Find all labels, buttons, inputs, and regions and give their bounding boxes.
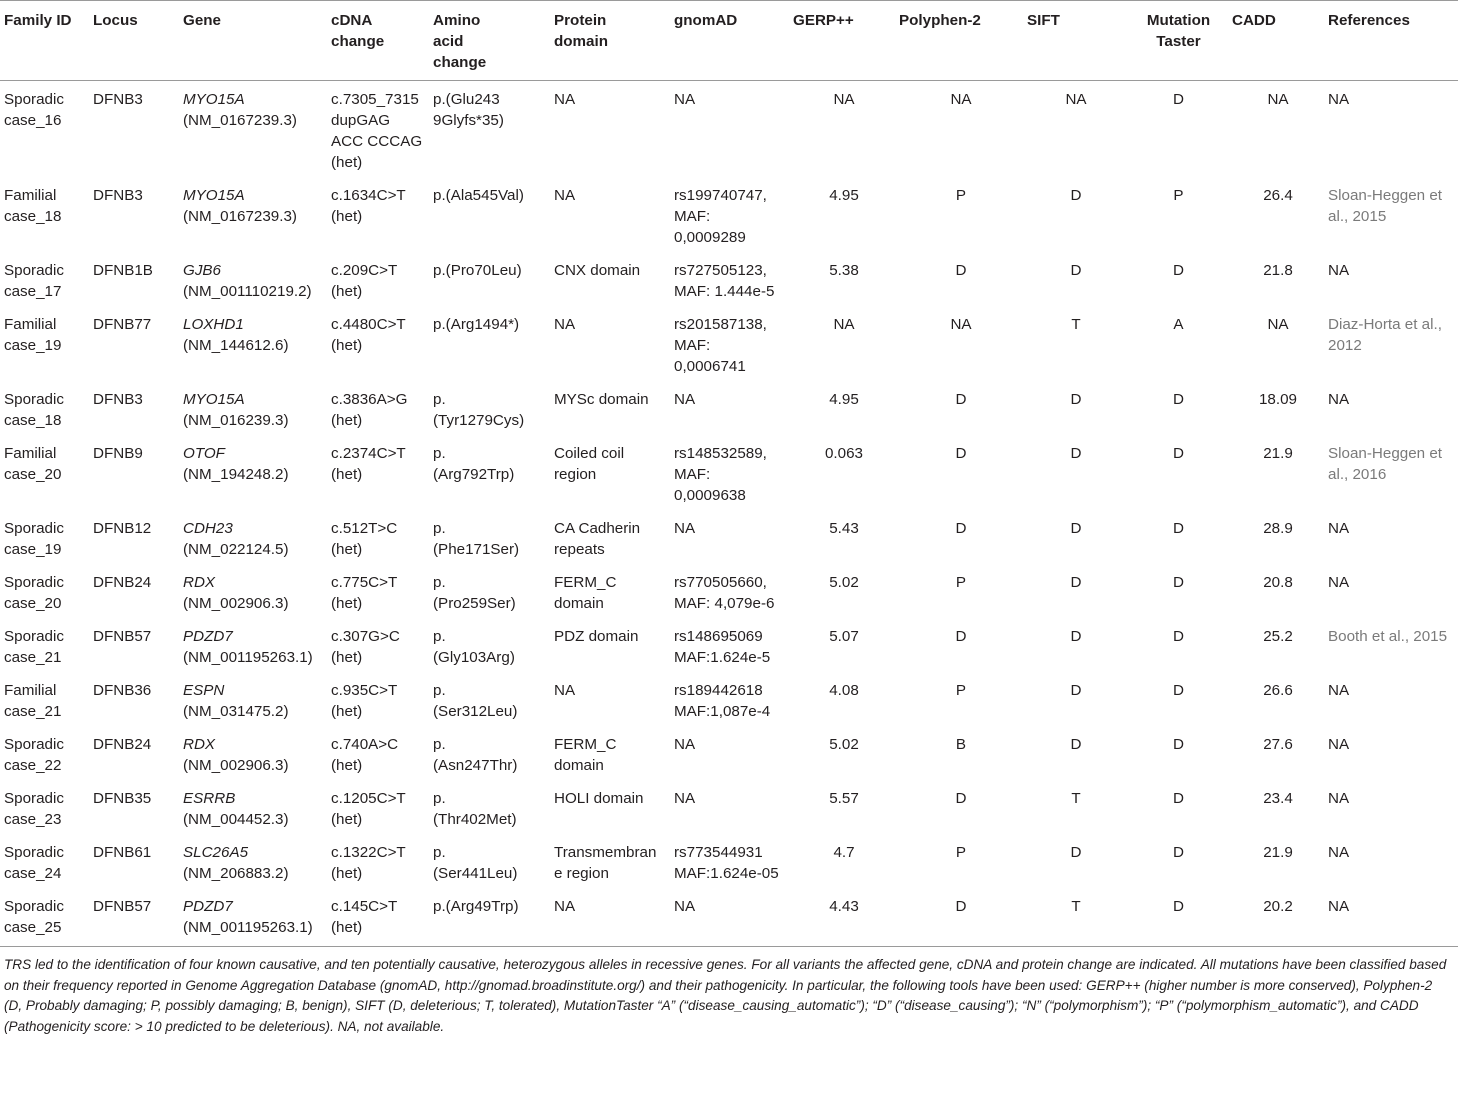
gerp-cell: NA bbox=[833, 316, 855, 333]
locus-cell: DFNB24 bbox=[93, 574, 152, 591]
cdna-change-cell: c.7305_7315 dupGAG ACC CCCAG (het) bbox=[331, 91, 423, 171]
gene-symbol: ESRRB bbox=[183, 790, 236, 807]
gnomad-cell: rs201587138, MAF: 0,0006741 bbox=[674, 316, 767, 375]
gnomad-cell: NA bbox=[674, 91, 696, 108]
gerp-cell: 5.02 bbox=[829, 736, 859, 753]
gnomad-cell: NA bbox=[674, 736, 696, 753]
sift-cell: D bbox=[1070, 520, 1082, 537]
table-row bbox=[0, 780, 1458, 834]
protein-domain-cell: Transmembrane region bbox=[554, 844, 657, 882]
table-row bbox=[0, 81, 1458, 178]
mutation-taster-cell: P bbox=[1173, 187, 1184, 204]
family-id-cell: Sporadic case_16 bbox=[4, 91, 64, 129]
gene-symbol: SLC26A5 bbox=[183, 844, 249, 861]
cadd-cell: 25.2 bbox=[1263, 628, 1293, 645]
transcript-id: (NM_016239.3) bbox=[183, 412, 289, 429]
sift-cell: D bbox=[1070, 445, 1082, 462]
family-id-cell: Sporadic case_24 bbox=[4, 844, 64, 882]
table-row bbox=[0, 834, 1458, 888]
gene-cell bbox=[179, 435, 327, 510]
family-id-cell: Sporadic case_20 bbox=[4, 574, 64, 612]
gene-symbol: MYO15A bbox=[183, 91, 245, 108]
transcript-id: (NM_194248.2) bbox=[183, 466, 289, 483]
mutation-taster-cell: D bbox=[1173, 520, 1184, 537]
references-cell: Diaz-Horta et al., 2012 bbox=[1328, 316, 1442, 354]
amino-acid-change-cell: p.(Ser312Leu) bbox=[433, 682, 518, 720]
transcript-id: (NM_144612.6) bbox=[183, 337, 289, 354]
table-row bbox=[0, 306, 1458, 381]
gnomad-cell: rs148695069 MAF:1.624e-5 bbox=[674, 628, 771, 666]
table-row bbox=[0, 435, 1458, 510]
cadd-cell: 26.4 bbox=[1263, 187, 1293, 204]
family-id-cell: Familial case_18 bbox=[4, 187, 62, 225]
gene-cell bbox=[179, 306, 327, 381]
locus-cell: DFNB57 bbox=[93, 628, 152, 645]
gnomad-cell: NA bbox=[674, 790, 696, 807]
family-id-cell: Sporadic case_22 bbox=[4, 736, 64, 774]
amino-acid-change-cell: p.(Tyr1279Cys) bbox=[433, 391, 525, 429]
protein-domain-cell: NA bbox=[554, 187, 576, 204]
gerp-cell: 4.95 bbox=[829, 187, 859, 204]
sift-cell: T bbox=[1071, 790, 1081, 807]
family-id-cell: Familial case_21 bbox=[4, 682, 62, 720]
locus-cell: DFNB9 bbox=[93, 445, 143, 462]
gene-symbol: PDZD7 bbox=[183, 628, 233, 645]
polyphen-cell: D bbox=[955, 520, 967, 537]
amino-acid-change-cell: p.(Pro259Ser) bbox=[433, 574, 516, 612]
amino-acid-change-cell: p.(Arg792Trp) bbox=[433, 445, 515, 483]
column-header: Family ID bbox=[0, 1, 89, 81]
sift-cell: D bbox=[1070, 391, 1082, 408]
references-cell: NA bbox=[1328, 790, 1350, 807]
gerp-cell: 5.38 bbox=[829, 262, 859, 279]
sift-cell: T bbox=[1023, 888, 1125, 947]
sift-cell: D bbox=[1070, 682, 1082, 699]
cdna-change-cell: c.209C>T (het) bbox=[331, 262, 397, 300]
references-cell: NA bbox=[1328, 391, 1350, 408]
transcript-id: (NM_001195263.1) bbox=[183, 649, 313, 666]
cadd-cell: 21.9 bbox=[1263, 445, 1293, 462]
cdna-change-cell: c.1634C>T (het) bbox=[331, 187, 406, 225]
polyphen-cell: D bbox=[895, 888, 1023, 947]
table-row bbox=[0, 726, 1458, 780]
gerp-cell: 4.43 bbox=[789, 888, 895, 947]
polyphen-cell: P bbox=[955, 682, 967, 699]
mutation-taster-cell: D bbox=[1173, 391, 1184, 408]
column-header: Gene bbox=[179, 1, 327, 81]
gene-cell bbox=[179, 564, 327, 618]
protein-domain-cell: NA bbox=[550, 888, 670, 947]
cadd-cell: 20.8 bbox=[1263, 574, 1293, 591]
transcript-id: (NM_0167239.3) bbox=[183, 112, 297, 129]
gene-cell bbox=[179, 81, 327, 178]
gene-symbol: OTOF bbox=[183, 445, 225, 462]
gnomad-cell: rs199740747, MAF: 0,0009289 bbox=[674, 187, 767, 246]
references-cell: NA bbox=[1328, 91, 1350, 108]
cadd-cell: NA bbox=[1267, 91, 1289, 108]
table-row bbox=[0, 510, 1458, 564]
transcript-id: (NM_206883.2) bbox=[183, 865, 289, 882]
protein-domain-cell: FERM_C domain bbox=[554, 574, 617, 612]
family-id-cell: Sporadic case_18 bbox=[4, 391, 64, 429]
protein-domain-cell: CNX domain bbox=[554, 262, 641, 279]
sift-cell: D bbox=[1070, 574, 1082, 591]
table-row bbox=[0, 672, 1458, 726]
locus-cell: DFNB12 bbox=[93, 520, 152, 537]
locus-cell: DFNB3 bbox=[93, 391, 143, 408]
gene-cell bbox=[179, 834, 327, 888]
polyphen-cell: P bbox=[955, 574, 967, 591]
locus-cell: DFNB77 bbox=[93, 316, 152, 333]
gene-cell bbox=[179, 726, 327, 780]
gene-cell bbox=[179, 252, 327, 306]
references-cell: Booth et al., 2015 bbox=[1328, 628, 1448, 645]
gene-cell bbox=[179, 618, 327, 672]
references-cell: NA bbox=[1328, 574, 1350, 591]
transcript-id: (NM_031475.2) bbox=[183, 703, 289, 720]
mutation-taster-cell: D bbox=[1173, 844, 1184, 861]
table-row bbox=[0, 177, 1458, 252]
locus-cell: DFNB3 bbox=[93, 91, 143, 108]
polyphen-cell: D bbox=[955, 790, 967, 807]
locus-cell: DFNB35 bbox=[93, 790, 152, 807]
locus-cell: DFNB3 bbox=[93, 187, 143, 204]
sift-cell: D bbox=[1070, 262, 1082, 279]
family-id-cell: Familial case_20 bbox=[4, 445, 62, 483]
table-row bbox=[0, 618, 1458, 672]
column-header: Locus bbox=[89, 1, 179, 81]
column-header: Protein domain bbox=[550, 1, 670, 81]
references-cell: NA bbox=[1328, 844, 1350, 861]
family-id-cell: Sporadic case_19 bbox=[4, 520, 64, 558]
polyphen-cell: NA bbox=[950, 316, 972, 333]
polyphen-cell: D bbox=[955, 262, 967, 279]
table-row bbox=[0, 888, 1458, 947]
gerp-cell: 0.063 bbox=[824, 445, 863, 462]
mutation-taster-cell: D bbox=[1173, 736, 1184, 753]
mutation-taster-cell: D bbox=[1125, 888, 1228, 947]
table-header-row bbox=[0, 1, 1458, 81]
column-header: Polyphen-2 bbox=[895, 1, 1023, 81]
sift-cell: NA bbox=[1065, 91, 1087, 108]
locus-cell: DFNB1B bbox=[93, 262, 153, 279]
column-header: cDNA change bbox=[327, 1, 429, 81]
family-id-cell: Familial case_19 bbox=[4, 316, 62, 354]
gene-symbol: PDZD7 bbox=[183, 898, 233, 915]
locus-cell: DFNB24 bbox=[93, 736, 152, 753]
protein-domain-cell: Coiled coil region bbox=[554, 445, 625, 483]
polyphen-cell: B bbox=[955, 736, 967, 753]
polyphen-cell: NA bbox=[950, 91, 972, 108]
transcript-id: (NM_0167239.3) bbox=[183, 208, 297, 225]
transcript-id: (NM_002906.3) bbox=[183, 595, 289, 612]
protein-domain-cell: HOLI domain bbox=[554, 790, 644, 807]
cadd-cell: 23.4 bbox=[1263, 790, 1293, 807]
polyphen-cell: D bbox=[955, 445, 967, 462]
references-cell: NA bbox=[1324, 888, 1458, 947]
column-header: References bbox=[1324, 1, 1458, 81]
cadd-cell: 21.9 bbox=[1263, 844, 1293, 861]
protein-domain-cell: CA Cadherin repeats bbox=[554, 520, 641, 558]
cdna-change-cell: c.935C>T (het) bbox=[331, 682, 397, 720]
amino-acid-change-cell: p.(Thr402Met) bbox=[433, 790, 517, 828]
polyphen-cell: P bbox=[955, 187, 967, 204]
cdna-change-cell: c.3836A>G (het) bbox=[331, 391, 408, 429]
gnomad-cell: rs148532589, MAF: 0,0009638 bbox=[674, 445, 767, 504]
cadd-cell: 21.8 bbox=[1263, 262, 1293, 279]
locus-cell: DFNB36 bbox=[93, 682, 152, 699]
table-body bbox=[0, 81, 1458, 947]
references-cell: Sloan-Heggen et al., 2016 bbox=[1328, 445, 1442, 483]
transcript-id: (NM_022124.5) bbox=[183, 541, 289, 558]
cadd-cell: 28.9 bbox=[1263, 520, 1293, 537]
gerp-cell: 5.07 bbox=[829, 628, 859, 645]
cdna-change-cell: c.4480C>T (het) bbox=[331, 316, 406, 354]
gene-cell bbox=[179, 177, 327, 252]
family-id-cell: Sporadic case_23 bbox=[4, 790, 64, 828]
sift-cell: D bbox=[1070, 187, 1082, 204]
gerp-cell: 4.95 bbox=[829, 391, 859, 408]
amino-acid-change-cell: p.(Ser441Leu) bbox=[433, 844, 518, 882]
protein-domain-cell: PDZ domain bbox=[554, 628, 639, 645]
cadd-cell: 26.6 bbox=[1263, 682, 1293, 699]
cadd-cell: 27.6 bbox=[1263, 736, 1293, 753]
mutation-taster-cell: D bbox=[1173, 574, 1184, 591]
cdna-change-cell: c.1205C>T (het) bbox=[331, 790, 406, 828]
table-row bbox=[0, 381, 1458, 435]
column-header: gnomAD bbox=[670, 1, 789, 81]
gnomad-cell: NA bbox=[674, 520, 696, 537]
amino-acid-change-cell: p.(Glu243 9Glyfs*35) bbox=[433, 91, 504, 129]
gene-symbol: RDX bbox=[183, 736, 216, 753]
gnomad-cell: rs770505660, MAF: 4,079e-6 bbox=[674, 574, 775, 612]
cdna-change-cell: c.145C>T (het) bbox=[327, 888, 429, 947]
sift-cell: D bbox=[1070, 844, 1082, 861]
mutation-taster-cell: D bbox=[1173, 445, 1184, 462]
polyphen-cell: D bbox=[955, 628, 967, 645]
column-header: CADD bbox=[1228, 1, 1324, 81]
mutation-taster-cell: D bbox=[1173, 682, 1184, 699]
gnomad-cell: rs773544931 MAF:1.624e-05 bbox=[674, 844, 779, 882]
gene-cell bbox=[179, 672, 327, 726]
protein-domain-cell: MYSc domain bbox=[554, 391, 649, 408]
amino-acid-change-cell: p.(Ala545Val) bbox=[433, 187, 524, 204]
family-id-cell: Sporadic case_21 bbox=[4, 628, 64, 666]
sift-cell: D bbox=[1070, 736, 1082, 753]
locus-cell: DFNB57 bbox=[89, 888, 179, 947]
gene-cell bbox=[179, 888, 327, 947]
column-header: GERP++ bbox=[789, 1, 895, 81]
gene-cell bbox=[179, 381, 327, 435]
references-cell: NA bbox=[1328, 682, 1350, 699]
family-id-cell: Sporadic case_25 bbox=[0, 888, 89, 947]
cadd-cell: 20.2 bbox=[1228, 888, 1324, 947]
gnomad-cell: NA bbox=[674, 391, 696, 408]
gerp-cell: NA bbox=[833, 91, 855, 108]
table-caption: TRS led to the identification of four known causative, and ten potentially causative, heterozygous alleles in recessive genes. For all variants the affected gene, cDNA and protein change are indicated. All mutations have been classified based on their frequency reported in Genome Aggregation Database (gnomAD, http://gnomad.broadinstitute.org/) and their pathogenicity. In particular, the following tools have been used: GERP++ (higher number is more conserved), Polyphen-2 (D, Probably damaging; P, possibly damaging; B, benign), SIFT (D, deleterious; T, tolerated), MutationTaster “A” (“disease_causing_automatic”); “D” (“disease_causing”); “N” (“polymorphism”); “P” (“polymorphism_automatic”), and CADD (Pathogenicity score: > 10 predicted to be deleterious). NA, not available. bbox=[4, 957, 1447, 1034]
column-header: Mutation Taster bbox=[1125, 1, 1228, 81]
cadd-cell: 18.09 bbox=[1258, 391, 1297, 408]
cdna-change-cell: c.1322C>T (het) bbox=[331, 844, 406, 882]
gene-symbol: RDX bbox=[183, 574, 216, 591]
gnomad-cell: NA bbox=[670, 888, 789, 947]
amino-acid-change-cell: p.(Gly103Arg) bbox=[433, 628, 515, 666]
transcript-id: (NM_002906.3) bbox=[183, 757, 289, 774]
amino-acid-change-cell: p.(Asn247Thr) bbox=[433, 736, 518, 774]
references-cell: NA bbox=[1328, 262, 1350, 279]
table-row bbox=[0, 564, 1458, 618]
sift-cell: T bbox=[1071, 316, 1081, 333]
amino-acid-change-cell: p.(Pro70Leu) bbox=[433, 262, 522, 279]
column-header: SIFT bbox=[1023, 1, 1125, 81]
gnomad-cell: rs189442618 MAF:1,087e-4 bbox=[674, 682, 771, 720]
gerp-cell: 4.08 bbox=[829, 682, 859, 699]
transcript-id: (NM_001195263.1) bbox=[183, 919, 313, 936]
gnomad-cell: rs727505123, MAF: 1.444e-5 bbox=[674, 262, 775, 300]
locus-cell: DFNB61 bbox=[93, 844, 152, 861]
polyphen-cell: D bbox=[955, 391, 967, 408]
cdna-change-cell: c.512T>C (het) bbox=[331, 520, 398, 558]
table-row bbox=[0, 252, 1458, 306]
protein-domain-cell: NA bbox=[554, 316, 576, 333]
amino-acid-change-cell: p.(Arg49Trp) bbox=[429, 888, 550, 947]
references-cell: NA bbox=[1328, 736, 1350, 753]
gene-symbol: GJB6 bbox=[183, 262, 221, 279]
gene-symbol: ESPN bbox=[183, 682, 225, 699]
gene-symbol: LOXHD1 bbox=[183, 316, 244, 333]
gene-symbol: CDH23 bbox=[183, 520, 233, 537]
transcript-id: (NM_001110219.2) bbox=[183, 283, 312, 300]
gene-cell bbox=[179, 780, 327, 834]
family-id-cell: Sporadic case_17 bbox=[4, 262, 64, 300]
cadd-cell: NA bbox=[1267, 316, 1289, 333]
cdna-change-cell: c.775C>T (het) bbox=[331, 574, 397, 612]
protein-domain-cell: NA bbox=[554, 682, 576, 699]
column-header: Amino acid change bbox=[429, 1, 550, 81]
gene-cell bbox=[179, 510, 327, 564]
polyphen-cell: P bbox=[955, 844, 967, 861]
mutation-taster-cell: A bbox=[1173, 316, 1184, 333]
gene-symbol: MYO15A bbox=[183, 187, 245, 204]
references-cell: NA bbox=[1328, 520, 1350, 537]
cdna-change-cell: c.307G>C (het) bbox=[331, 628, 400, 666]
mutation-taster-cell: D bbox=[1173, 262, 1184, 279]
cdna-change-cell: c.740A>C (het) bbox=[331, 736, 399, 774]
references-cell: Sloan-Heggen et al., 2015 bbox=[1328, 187, 1442, 225]
sift-cell: D bbox=[1070, 628, 1082, 645]
transcript-id: (NM_004452.3) bbox=[183, 811, 289, 828]
gerp-cell: 5.57 bbox=[829, 790, 859, 807]
gerp-cell: 4.7 bbox=[833, 844, 855, 861]
protein-domain-cell: NA bbox=[554, 91, 576, 108]
protein-domain-cell: FERM_C domain bbox=[554, 736, 617, 774]
gene-symbol: MYO15A bbox=[183, 391, 245, 408]
amino-acid-change-cell: p.(Arg1494*) bbox=[433, 316, 520, 333]
gerp-cell: 5.43 bbox=[829, 520, 859, 537]
mutation-taster-cell: D bbox=[1173, 790, 1184, 807]
mutation-taster-cell: D bbox=[1173, 628, 1184, 645]
cdna-change-cell: c.2374C>T (het) bbox=[331, 445, 406, 483]
amino-acid-change-cell: p.(Phe171Ser) bbox=[433, 520, 520, 558]
mutation-taster-cell: D bbox=[1173, 91, 1184, 108]
gerp-cell: 5.02 bbox=[829, 574, 859, 591]
